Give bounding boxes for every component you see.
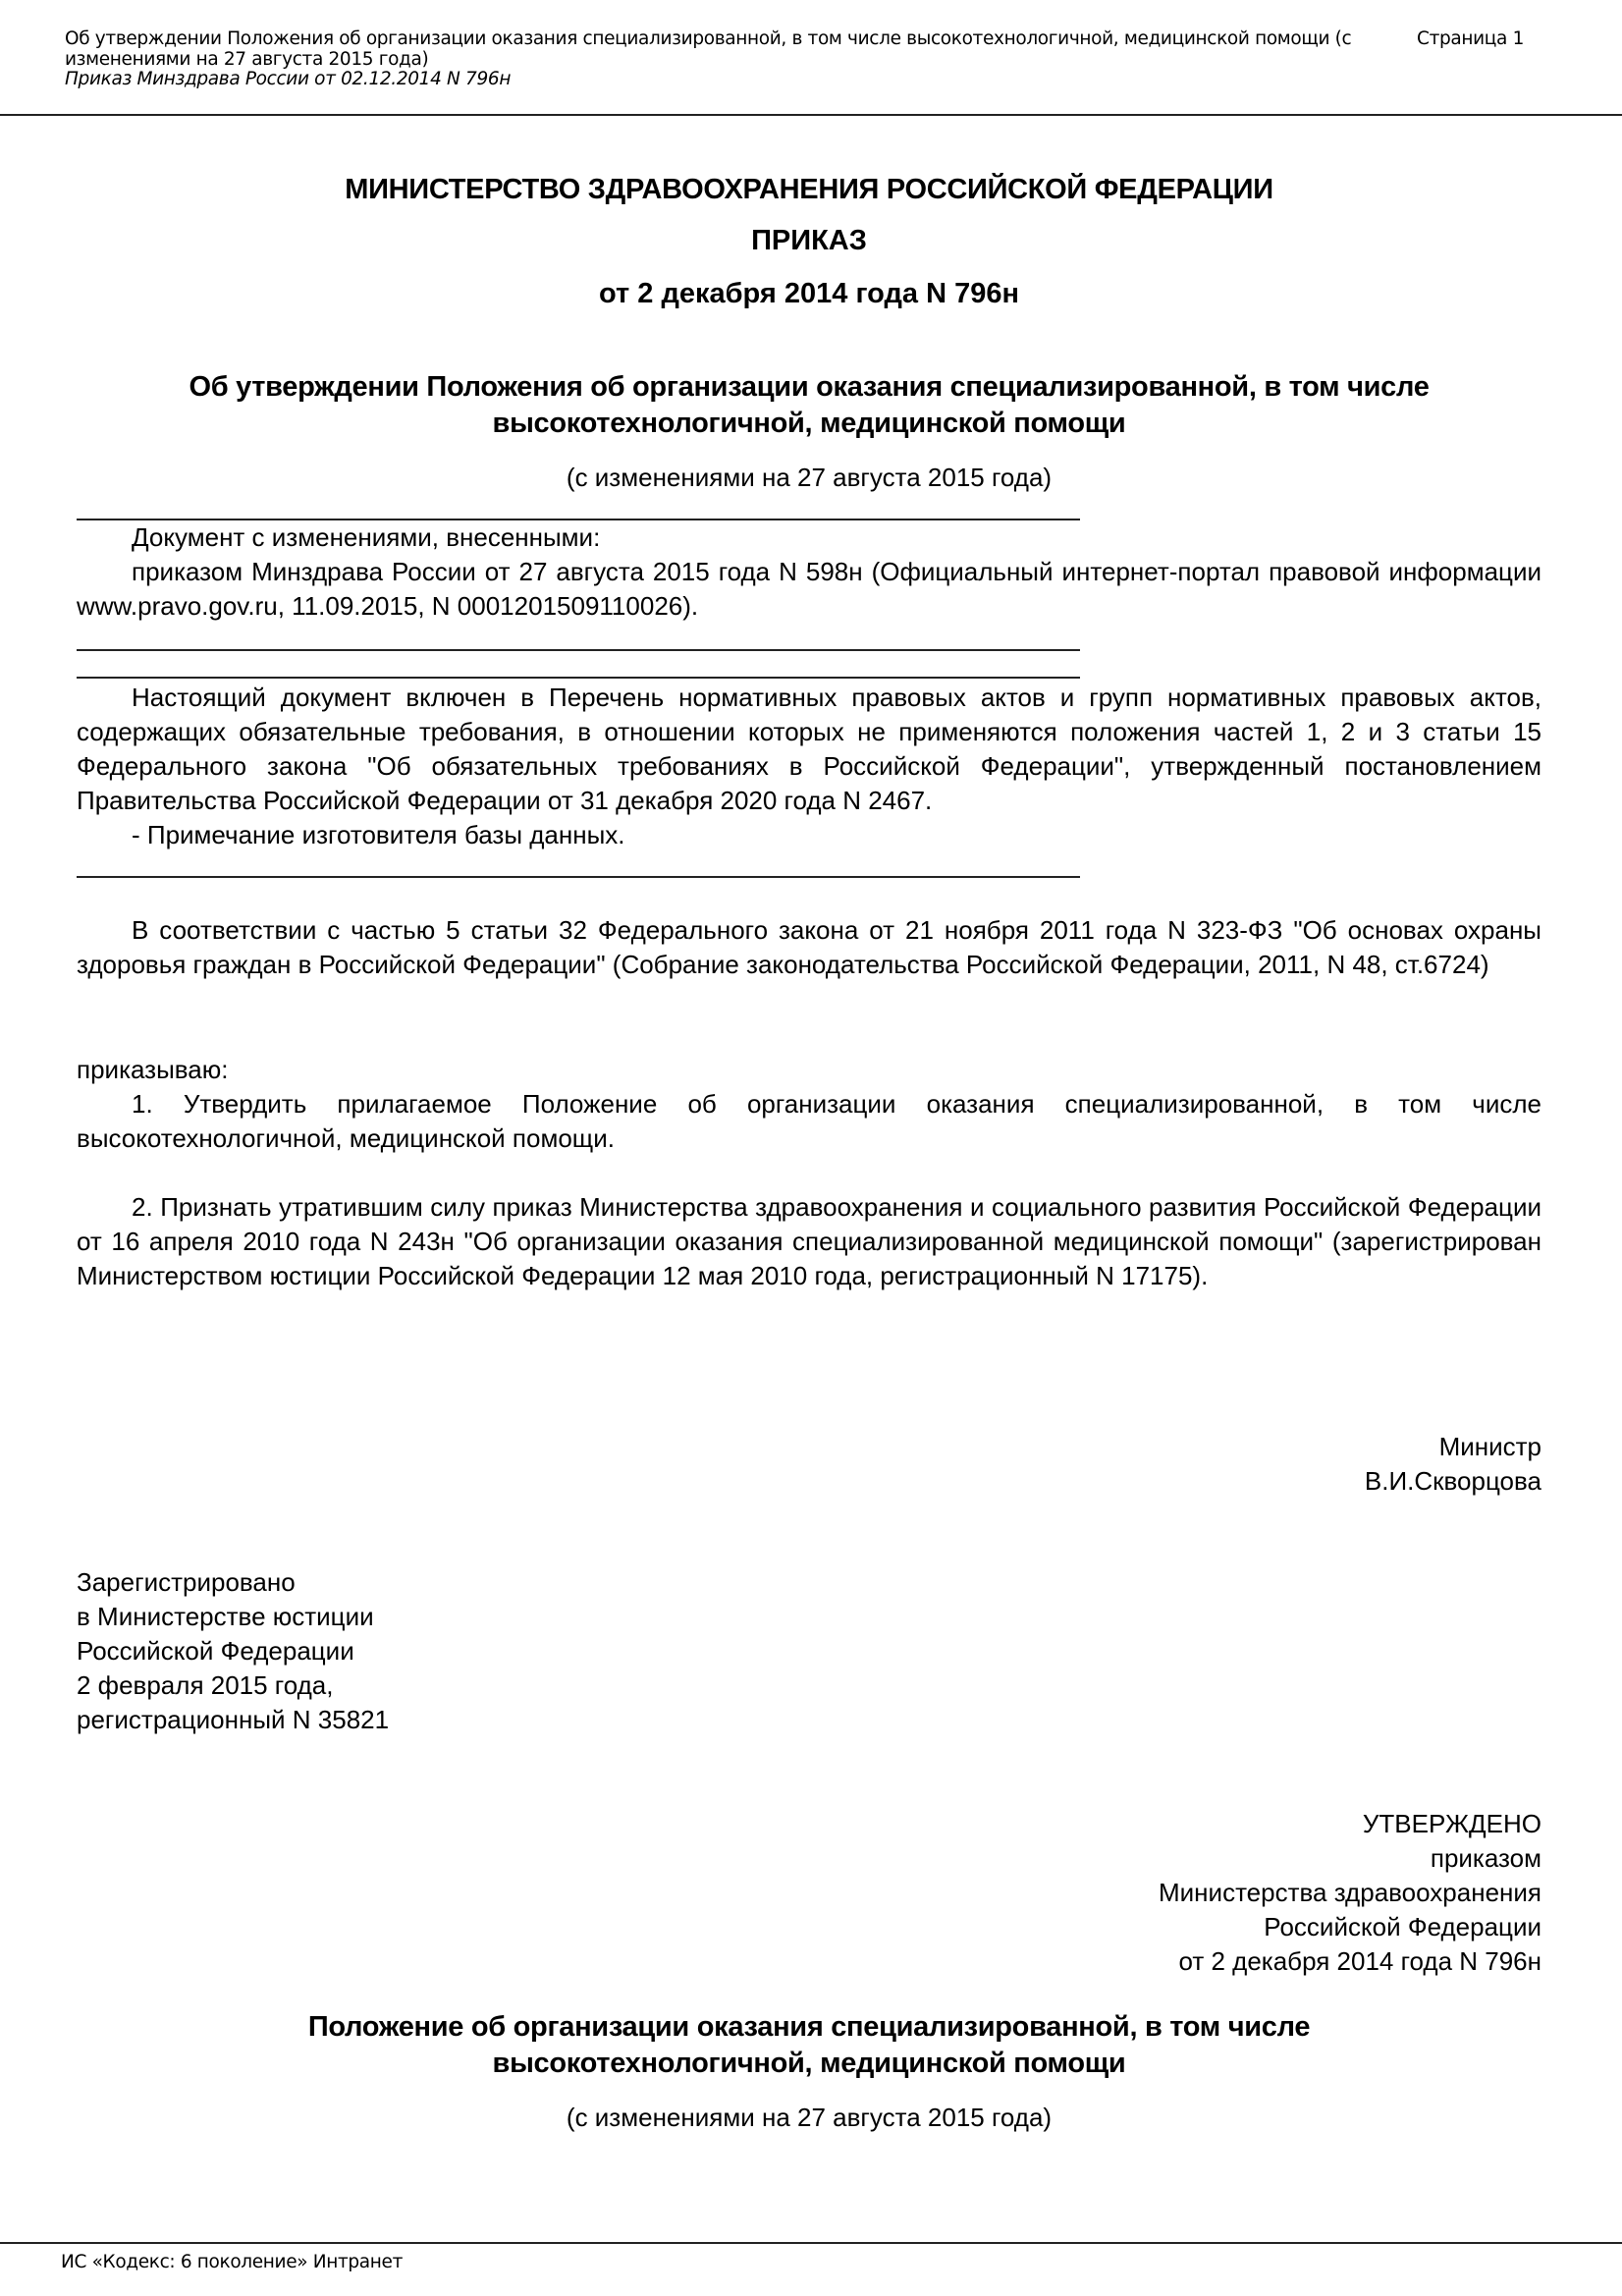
approval-line: УТВЕРЖДЕНО — [1362, 1809, 1541, 1838]
subject-line-1: Об утверждении Положения об организации оказания специализированной, в том числе — [189, 371, 1430, 403]
ministry-heading: МИНИСТЕРСТВО ЗДРАВООХРАНЕНИЯ РОССИЙСКОЙ ФЕДЕРАЦИИ — [345, 174, 1273, 205]
page-number-label: Страница 1 — [1417, 28, 1524, 49]
amendments-bottom-divider — [77, 649, 1080, 651]
header-divider — [0, 114, 1622, 116]
approval-line: Российской Федерации — [1264, 1912, 1541, 1941]
approval-line: приказом — [1430, 1843, 1541, 1873]
annex-changes-note: (с изменениями на 27 августа 2015 года) — [566, 2103, 1053, 2132]
changes-note: (с изменениями на 27 августа 2015 года) — [566, 463, 1053, 492]
db-note-top-divider — [77, 677, 1080, 679]
running-footer: ИС «Кодекс: 6 поколение» Интранет — [61, 2252, 403, 2272]
db-note-bottom-divider — [77, 876, 1080, 878]
registration-line: Зарегистрировано — [77, 1567, 296, 1597]
running-header — [65, 29, 1538, 90]
document-date-number: от 2 декабря 2014 года N 796н — [599, 278, 1019, 309]
annex-title-line-2: высокотехнологичной, медицинской помощи — [492, 2048, 1126, 2079]
running-header-document-reference: Приказ Минздрава России от 02.12.2014 N 796н — [65, 69, 512, 89]
running-header-title-row — [65, 29, 1538, 70]
registration-line: регистрационный N 35821 — [77, 1705, 390, 1734]
subject-line-2: высокотехнологичной, медицинской помощи — [492, 408, 1126, 439]
amendment-item[interactable]: приказом Минздрава России от 27 августа 2015 года N 598н (Официальный интернет-портал правовой информации www.pravo.gov.ru, 11.09.2015, N 0001201509110026). — [77, 557, 1541, 621]
amendments-intro: Документ с изменениями, внесенными: — [132, 522, 601, 552]
clause-2: 2. Признать утратившим силу приказ Министерства здравоохранения и социального развития Российской Федерации от 16 апреля 2010 года N 243н "Об организации оказания специализированной медицинской помощи" (зарегистрирован Министерством юстиции Российской Федерации 12 мая 2010 года, регистрационный N 17175). — [77, 1192, 1541, 1290]
document-subject-title — [77, 369, 1541, 442]
annex-title-line-1: Положение об организации оказания специализированной, в том числе — [307, 2011, 1311, 2043]
document-type-heading: ПРИКАЗ — [751, 225, 867, 256]
signatory-name: В.И.Скворцова — [1364, 1466, 1541, 1496]
preamble-paragraph: В соответствии с частью 5 статьи 32 Федерального закона от 21 ноября 2011 года N 323-ФЗ "Об основах охраны здоровья граждан в Российской Федерации" (Собрание законодательства Российской Федерации, 2011, N 48, ст.6724) — [77, 915, 1541, 979]
approval-line: Министерства здравоохранения — [1159, 1878, 1541, 1907]
signatory-position: Министр — [1438, 1432, 1541, 1461]
registration-line: Российской Федерации — [77, 1636, 354, 1666]
registration-line: в Министерстве юстиции — [77, 1602, 374, 1631]
database-note-text: Настоящий документ включен в Перечень нормативных правовых актов и групп нормативных правовых актов, содержащих обязательные требования, в отношении которых не применяются положения частей 1, 2 и 3 статьи 15 Федерального закона "Об обязательных требованиях в Российской Федерации", утвержденный постановлением Правительства Российской Федерации от 31 декабря 2020 года N 2467. — [77, 683, 1541, 815]
approval-line: от 2 декабря 2014 года N 796н — [1178, 1946, 1541, 1976]
clause-1: 1. Утвердить прилагаемое Положение об организации оказания специализированной, в том числе высокотехнологичной, медицинской помощи. — [77, 1089, 1541, 1153]
database-note-attribution: - Примечание изготовителя базы данных. — [132, 820, 625, 849]
footer-divider — [0, 2242, 1622, 2244]
approval-stamp — [1159, 1807, 1541, 1979]
registration-block — [77, 1565, 389, 1737]
order-word: приказываю: — [77, 1055, 229, 1084]
registration-line: 2 февраля 2015 года, — [77, 1670, 334, 1700]
signature-block — [1365, 1430, 1541, 1499]
annex-title — [77, 2009, 1541, 2082]
running-header-document-title: Об утверждении Положения об организации оказания специализированной, в том числе высокотехнологичной, медицинской помощи (с изменениями на 27 августа 2015 года) — [65, 28, 1352, 70]
